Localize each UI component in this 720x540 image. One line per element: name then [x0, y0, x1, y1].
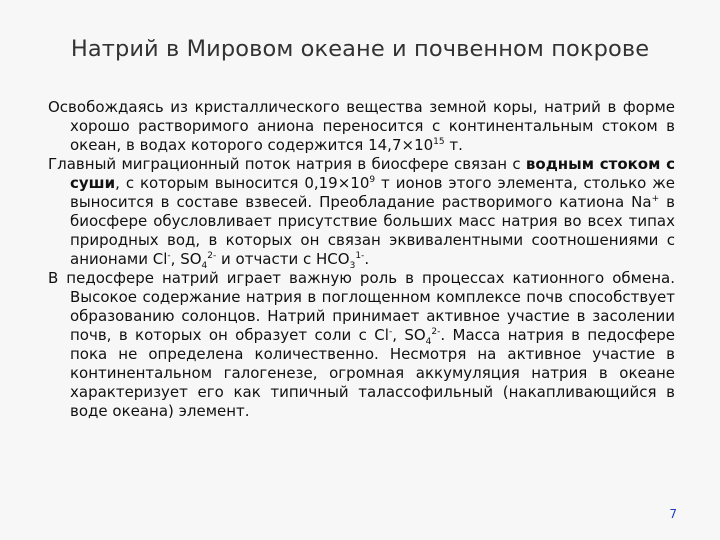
- p2-bold-phrase: водным стоком с суши: [70, 155, 676, 192]
- p2-sup-1: 9: [369, 175, 376, 185]
- p3-sub-1: 4: [425, 337, 432, 347]
- p2-text-5: , SO: [170, 250, 202, 268]
- p1-sup-1: 15: [433, 137, 445, 147]
- p2-sup-3: -: [167, 251, 171, 261]
- slide-title: Натрий в Мировом океане и почвенном покрове: [70, 36, 650, 62]
- paragraph-1: [48, 98, 675, 155]
- page-number: 7: [669, 507, 677, 521]
- p1-text-2: т.: [444, 136, 463, 154]
- p3-text-3: . Масса натрия в педосфере пока не определена количественно. Несмотря на активное участие в континентальном галогенезе, огромная аккумуляция натрия в океане характеризует его как типичный талассофильный (накапливающийся в воде океана) элемент.: [70, 326, 675, 420]
- paragraph-3: [48, 269, 675, 421]
- p3-sup-1: -: [388, 327, 393, 337]
- p2-sup-2: +: [651, 194, 660, 204]
- p2-sup-5: 1-: [355, 251, 365, 261]
- p2-sub-2: 3: [349, 261, 356, 271]
- p2-text-6: и отчасти с HCO: [216, 250, 350, 268]
- p3-text-2: , SO: [392, 326, 426, 344]
- p2-sub-1: 4: [201, 261, 208, 271]
- p2-text-2: , с которым выносится 0,19×10: [115, 174, 370, 192]
- slide-body: [48, 98, 675, 421]
- p1-text-1: Освобождаясь из кристаллического вещества земной коры, натрий в форме хорошо растворимого аниона переносится с континентальным стоком в океан, в водах которого содержится 14,7×10: [48, 98, 675, 154]
- p2-text-3: т ионов этого элемента, столько же выносится в составе взвесей. Преобладание растворимого катиона Na: [70, 174, 676, 211]
- p2-text-4: в биосфере обусловливает присутствие больших масс натрия во всех типах природных вод, в которых он связан эквивалентными соотношениями с анионами Cl: [70, 193, 675, 268]
- p2-text-7: .: [364, 250, 370, 268]
- p2-sup-4: 2-: [207, 251, 217, 261]
- p3-text-1: В педосфере натрий играет важную роль в процессах катионного обмена. Высокое содержание натрия в поглощенном комплексе почв способствует образованию солонцов. Натрий принимает активное участие в засолении почв, в которых он образует соли с Cl: [48, 269, 675, 344]
- p3-sup-2: 2-: [431, 327, 441, 337]
- paragraph-2: [48, 155, 675, 269]
- p2-text-1: Главный миграционный поток натрия в биосфере связан с: [48, 155, 526, 173]
